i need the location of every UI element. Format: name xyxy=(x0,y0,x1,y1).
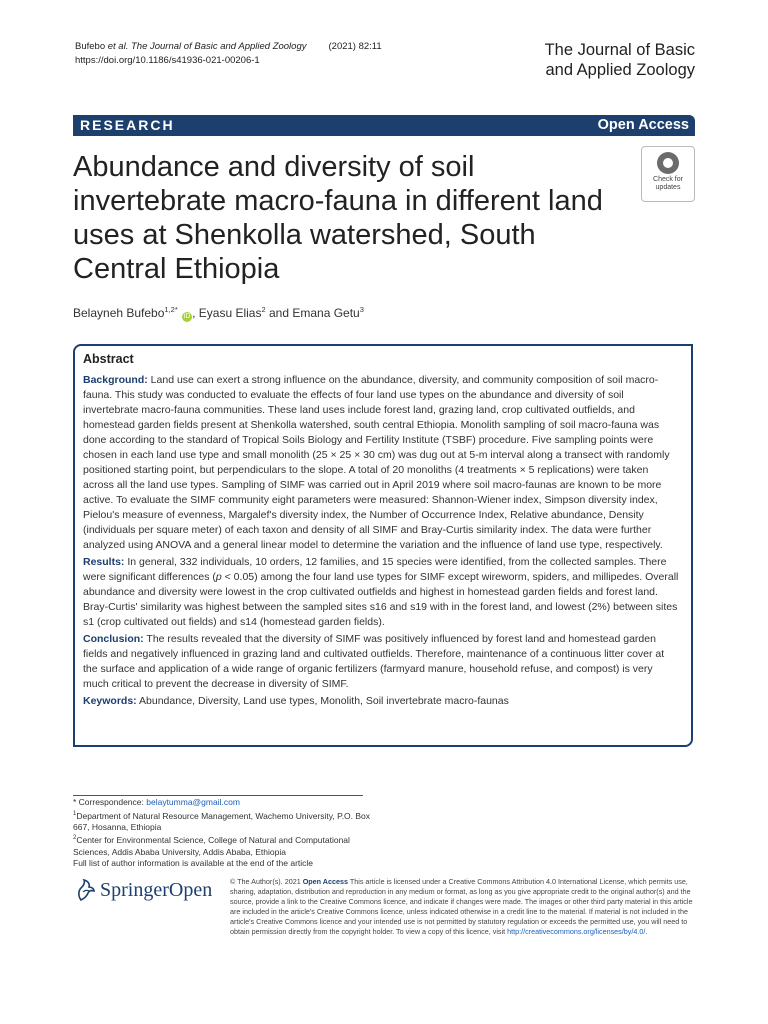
affiliation-1-text: Department of Natural Resource Management, Wachemo University, P.O. Box 667, Hosanna, Ethiopia xyxy=(73,810,371,832)
results-text-a: In general, 332 individuals, 10 orders, 12 families, and 15 species were identified, from the collected samples. There were significant differences ( xyxy=(83,556,667,583)
license-open-access: Open Access xyxy=(302,877,348,886)
citation-year: (2021) 82:11 xyxy=(328,41,382,52)
affiliation-2-sup: 2 xyxy=(73,835,77,842)
correspondence xyxy=(73,797,373,809)
check-updates-icon xyxy=(657,152,679,174)
author-1-affiliation: 1,2* xyxy=(164,305,178,314)
keywords-text: Abundance, Diversity, Land use types, Monolith, Soil invertebrate macro-faunas xyxy=(136,695,509,707)
doi-link[interactable]: https://doi.org/10.1186/s41936-021-00206-1 xyxy=(75,55,260,66)
open-access-label: Open Access xyxy=(597,117,689,133)
citation-authors: Bufebo xyxy=(75,41,108,52)
full-author-info: Full list of author information is available at the end of the article xyxy=(73,858,314,869)
license-text-b: This article is licensed under a Creative Commons Attribution 4.0 International License, which permits use, sharing, adaptation, distribution and reproduction in any medium or format, as long as you give appropriate credit to the original author(s) and the source, provide a link to the Creative Commons licence, and indicate if changes were made. The images or other third party material in this article are included in the article's Creative Commons licence, unless indicated otherwise in a credit line to the material. If material is not included in the article's Creative Commons licence and your intended use is not permitted by statutory regulation or exceeds the permitted use, you will need to obtain permission directly from the copyright holder. To view a copy of this licence, visit xyxy=(230,877,693,936)
abstract-conclusion xyxy=(83,632,681,692)
abstract-content xyxy=(83,350,681,711)
license-text xyxy=(230,877,695,937)
citation-line xyxy=(75,40,382,54)
background-label: Background: xyxy=(83,374,148,386)
springer-horse-icon xyxy=(75,878,97,902)
abstract-keywords xyxy=(83,694,681,709)
license-text-a: © The Author(s). 2021 xyxy=(230,877,303,886)
keywords-label: Keywords: xyxy=(83,695,137,707)
springer-open-name: SpringerOpen xyxy=(100,879,213,901)
author-3: and Emana Getu xyxy=(265,306,360,320)
background-text: Land use can exert a strong influence on the abundance, diversity, and community composition of soil macro-fauna. This study was conducted to evaluate the effects of four land use types on the abundance and diversity of soil invertebrate macro-fauna communities. These land uses include forest land, grazing land, crop cultivated outfields, and homestead garden fields present at Shenkolla watershed, south central Ethiopia. Monolith sampling of soil macro-fauna was done according to the standard of Tropical Soils Biology and Fertility Institute (TSBF) procedure. Five sampling points were chosen in each land use type and small monolith (25 × 25 × 30 cm) was dug out at 5-m interval along a transect with randomly positioned starting point, but perpendiculars to the slope. A total of 20 monoliths (4 treatments × 5 replications) were taken across all the land use types. Sampling of SIMF was carried out in April 2019 where soil macro-faunas are known to be more active. To evaluate the SIMF community eight parameters were measured: Shannon-Wiener index, Simpson diversity index, Pielou's measure of evenness, Margalef's diversity index, the Number of Occurrence Index, Relative abundance, Density (individuals per square meter) of each taxon and density of all SIMF and Bray-Curtis similarity index. The data were further analyzed using ANOVA and a general linear model to determine the variation and the influence of land use type, respectively. xyxy=(83,374,670,551)
footnotes xyxy=(73,797,373,870)
conclusion-label: Conclusion: xyxy=(83,633,144,645)
springer-open-logo[interactable] xyxy=(75,876,215,904)
license-url[interactable]: http://creativecommons.org/licenses/by/4.0/ xyxy=(507,927,646,936)
author-2-affiliation: 2 xyxy=(261,305,266,314)
affiliation-2 xyxy=(73,833,373,858)
footnote-divider xyxy=(73,795,363,796)
affiliation-2-text: Center for Environmental Science, College of Natural and Computational Sciences, Addis Ababa University, Addis Ababa, Ethiopia xyxy=(73,835,350,857)
author-3-affiliation: 3 xyxy=(359,305,364,314)
abstract-background xyxy=(83,373,681,553)
journal-name-line1: The Journal of Basic xyxy=(544,41,695,59)
correspondence-label: * Correspondence: xyxy=(73,797,147,807)
article-title: Abundance and diversity of soil invertebrate macro-fauna in different land uses at Shenkolla watershed, South Central Ethiopia xyxy=(73,151,603,285)
results-p: p xyxy=(215,571,222,583)
journal-name xyxy=(545,40,695,80)
license-text-c: . xyxy=(645,927,648,936)
orcid-icon[interactable]: iD xyxy=(183,313,191,320)
section-banner xyxy=(73,115,695,136)
correspondence-email[interactable]: belaytumma@gmail.com xyxy=(146,797,240,807)
author-2: , Eyasu Elias xyxy=(192,306,262,320)
abstract-heading: Abstract xyxy=(83,352,134,366)
check-for-updates-badge[interactable] xyxy=(641,146,695,202)
abstract-results xyxy=(83,555,681,630)
author-1: Belayneh Bufebo xyxy=(73,306,165,320)
section-label: RESEARCH xyxy=(80,117,175,133)
badge-line1: Check for xyxy=(653,176,683,183)
affiliation-1-sup: 1 xyxy=(73,810,77,817)
journal-name-line2: and Applied Zoology xyxy=(545,61,695,79)
conclusion-text: The results revealed that the diversity of SIMF was positively influenced by forest land and homestead garden fields and negatively influenced in grazing land and cultivated outfields. Therefore, maintenance of a continuous litter cover at the surface and application of a wide range of organic fertilizers (farmyard manure, household refuse, and compost) is very much critical to prevent the decrease in diversity of SIMF. xyxy=(83,633,665,690)
running-header xyxy=(75,40,382,68)
citation-journal: et al. The Journal of Basic and Applied Zoology xyxy=(107,41,307,52)
affiliation-1 xyxy=(73,809,373,834)
author-list xyxy=(73,302,364,322)
results-text-b: < 0.05) among the four land use types for SIMF except wireworm, spiders, and millipedes. Overall abundance and diversity were lowest in the crop cultivated outfields and highest in homestead garden fields and forest land. Bray-Curtis' similarity was highest between the sampled sites s16 and s19 with in the forest land, and lowest (2%) between sites s1 (crop cultivated out fields) and s14 (homestead garden fields). xyxy=(83,571,679,628)
abstract-box xyxy=(73,344,693,747)
badge-line2: updates xyxy=(655,184,681,191)
results-label: Results: xyxy=(83,556,125,568)
